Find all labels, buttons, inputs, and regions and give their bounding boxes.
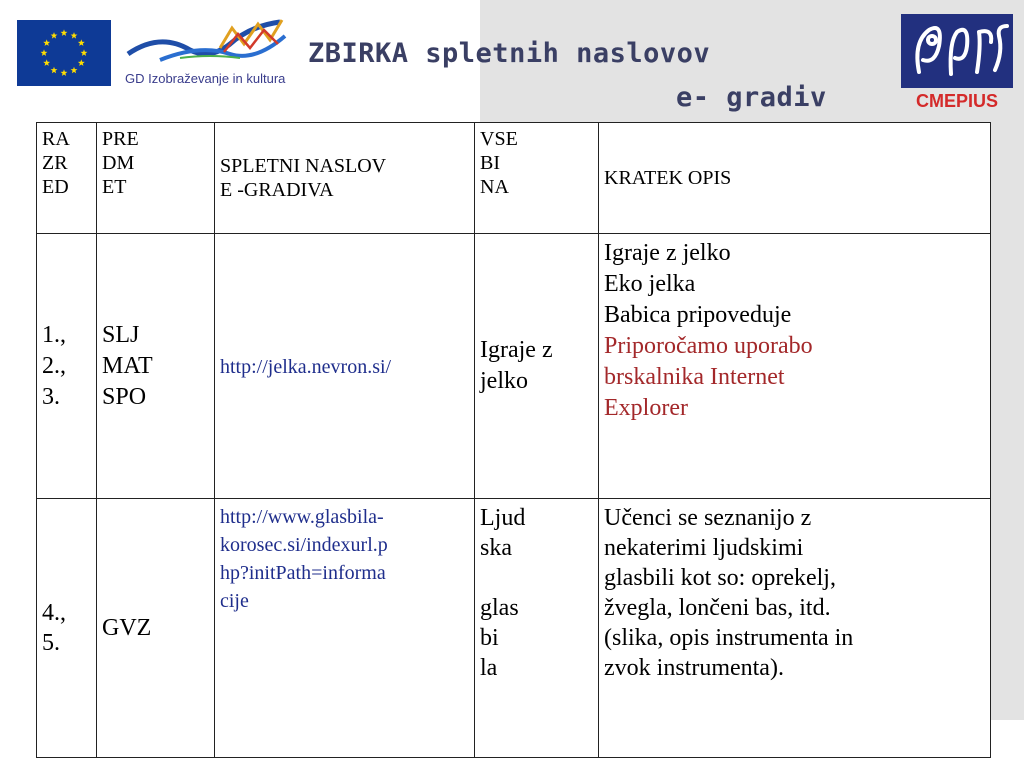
page-title-line1: ZBIRKA spletnih naslovov <box>308 38 711 69</box>
table-row <box>37 234 991 499</box>
row1-subject: SLJ MAT SPO <box>97 234 215 499</box>
eu-star-icon <box>51 32 58 39</box>
eu-star-icon <box>51 67 58 74</box>
header-subject: PRE DM ET <box>97 123 215 234</box>
bird-swoosh-icon <box>120 14 292 70</box>
header-content: VSE BI NA <box>475 123 599 234</box>
row2-subject: GVZ <box>97 499 215 758</box>
table-header-row <box>37 123 991 234</box>
browser-recommendation: Priporočamo uporabo <box>604 333 813 359</box>
eu-star-icon <box>78 59 85 66</box>
eu-flag-logo <box>17 20 111 86</box>
eu-star-icon <box>81 49 88 56</box>
eu-star-icon <box>71 32 78 39</box>
table-row <box>37 499 991 758</box>
row1-grade: 1., 2., 3. <box>37 234 97 499</box>
row2-description: Učenci se seznanijo z nekaterimi ljudskimi glasbili kot so: oprekelj, žvegla, lončeni bas, itd. (slika, opis instrumenta in zvok instrumenta). <box>599 499 991 758</box>
eu-stars-icon <box>17 20 111 86</box>
links-table <box>36 122 991 758</box>
eu-star-icon <box>41 49 48 56</box>
row2-url-cell <box>215 499 475 758</box>
row1-url-link[interactable]: http://jelka.nevron.si/ <box>220 355 392 378</box>
page-title-line2: e- gradiv <box>676 82 827 113</box>
gd-logo-text: GD Izobraževanje in kultura <box>125 71 286 86</box>
row2-url-link[interactable]: http://www.glasbila- korosec.si/indexurl.p hp?initPath=informa cije <box>220 506 388 612</box>
eu-star-icon <box>61 29 68 36</box>
row2-grade: 4., 5. <box>37 499 97 758</box>
eu-star-icon <box>71 67 78 74</box>
row1-url-cell <box>215 234 475 499</box>
header-description: KRATEK OPIS <box>599 123 991 234</box>
cmepius-logo <box>899 12 1015 110</box>
row1-content: Igraje z jelko <box>475 234 599 499</box>
eu-star-icon <box>43 39 50 46</box>
eu-star-icon <box>78 39 85 46</box>
row1-description: Igraje z jelko Eko jelka Babica pripoveduje Priporočamo uporabo brskalnika Internet Explorer <box>599 234 991 499</box>
header-url: SPLETNI NASLOV E -GRADIVA <box>215 123 475 234</box>
header-grade: RA ZR ED <box>37 123 97 234</box>
eu-star-icon <box>61 69 68 76</box>
cmepius-figures-icon <box>899 12 1015 110</box>
cmepius-logo-text: CMEPIUS <box>915 91 999 110</box>
row2-content: Ljud ska glas bi la <box>475 499 599 758</box>
eu-star-icon <box>43 59 50 66</box>
